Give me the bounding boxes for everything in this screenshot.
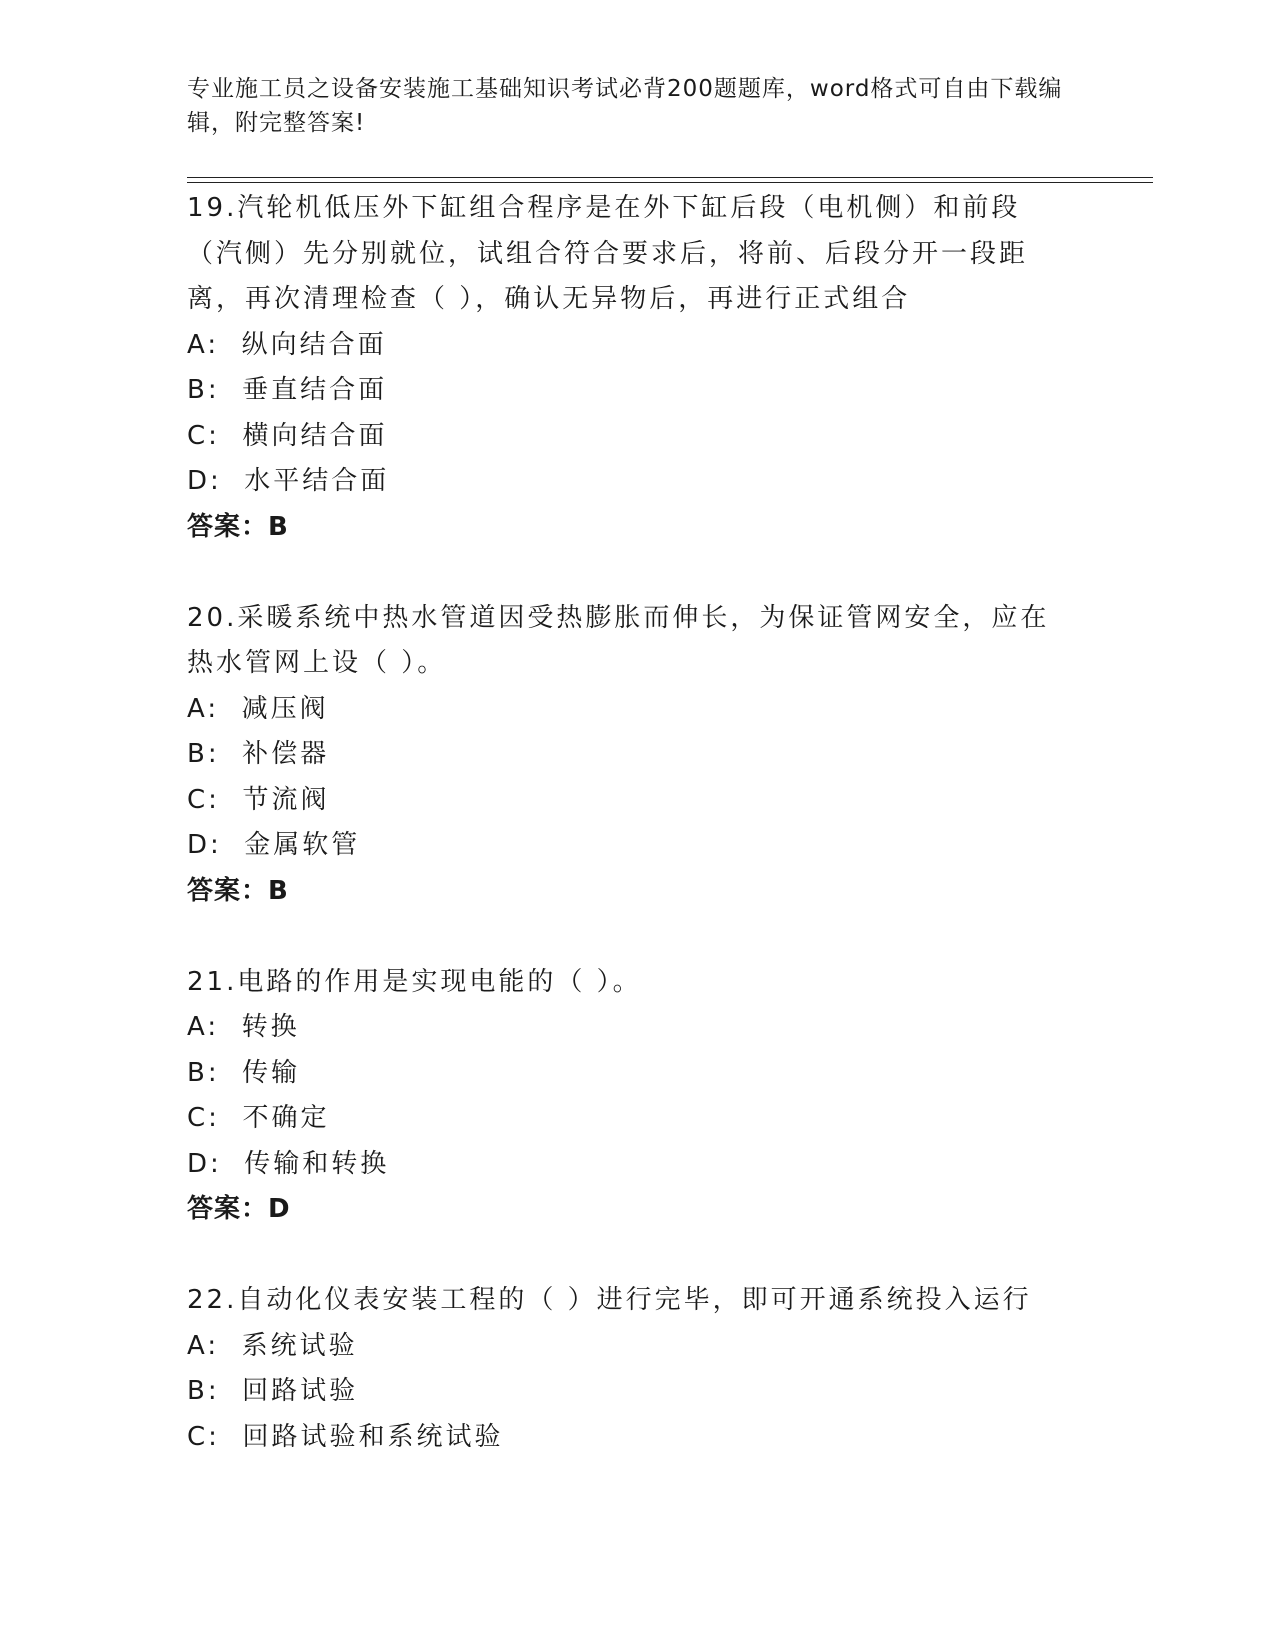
option-d: D: 金属软管 [187,830,361,860]
option-a: A: 转换 [187,1012,300,1042]
option-d: D: 传输和转换 [187,1148,390,1179]
option-b: B: 回路试验 [187,1376,359,1406]
option-a: A: 减压阀 [187,693,329,724]
question-19 [187,186,1067,596]
option-a: A: 纵向结合面 [187,329,387,360]
option-c: C: 回路试验和系统试验 [187,1421,504,1452]
option-c: C: 节流阀 [187,784,330,815]
header-rule-top [187,177,1153,178]
answer-label: 答案：D [187,1194,291,1224]
option-b: B: 传输 [187,1057,301,1088]
question-stem: 22.自动化仪表安装工程的（ ）进行完毕，即可开通系统投入运行 [187,1285,1032,1315]
option-d: D: 水平结合面 [187,466,390,496]
option-b: B: 补偿器 [187,739,330,769]
answer-label: 答案：B [187,875,289,906]
header-rule-bottom [187,182,1153,183]
question-spacer [187,1233,1067,1279]
option-c: C: 横向结合面 [187,420,388,451]
question-spacer [187,550,1067,596]
answer-label: 答案：B [187,511,289,542]
question-22 [187,1278,1067,1460]
document-header: 专业施工员之设备安装施工基础知识考试必背200题题库，word格式可自由下载编辑，附完整答案! [187,76,1063,136]
question-stem: 19.汽轮机低压外下缸组合程序是在外下缸后段（电机侧）和前段（汽侧）先分别就位，试组合符合要求后，将前、后段分开一段距离，再次清理检查（ ），确认无异物后，再进行正式组合 [187,193,1029,314]
question-21 [187,960,1067,1279]
question-list [187,186,1067,1460]
question-20 [187,596,1067,960]
option-c: C: 不确定 [187,1103,330,1133]
option-b: B: 垂直结合面 [187,375,388,405]
question-stem: 21.电路的作用是实现电能的（ ）。 [187,966,642,997]
question-stem: 20.采暖系统中热水管道因受热膨胀而伸长，为保证管网安全，应在热水管网上设（ ）。 [187,602,1050,678]
question-spacer [187,914,1067,960]
option-a: A: 系统试验 [187,1330,358,1361]
